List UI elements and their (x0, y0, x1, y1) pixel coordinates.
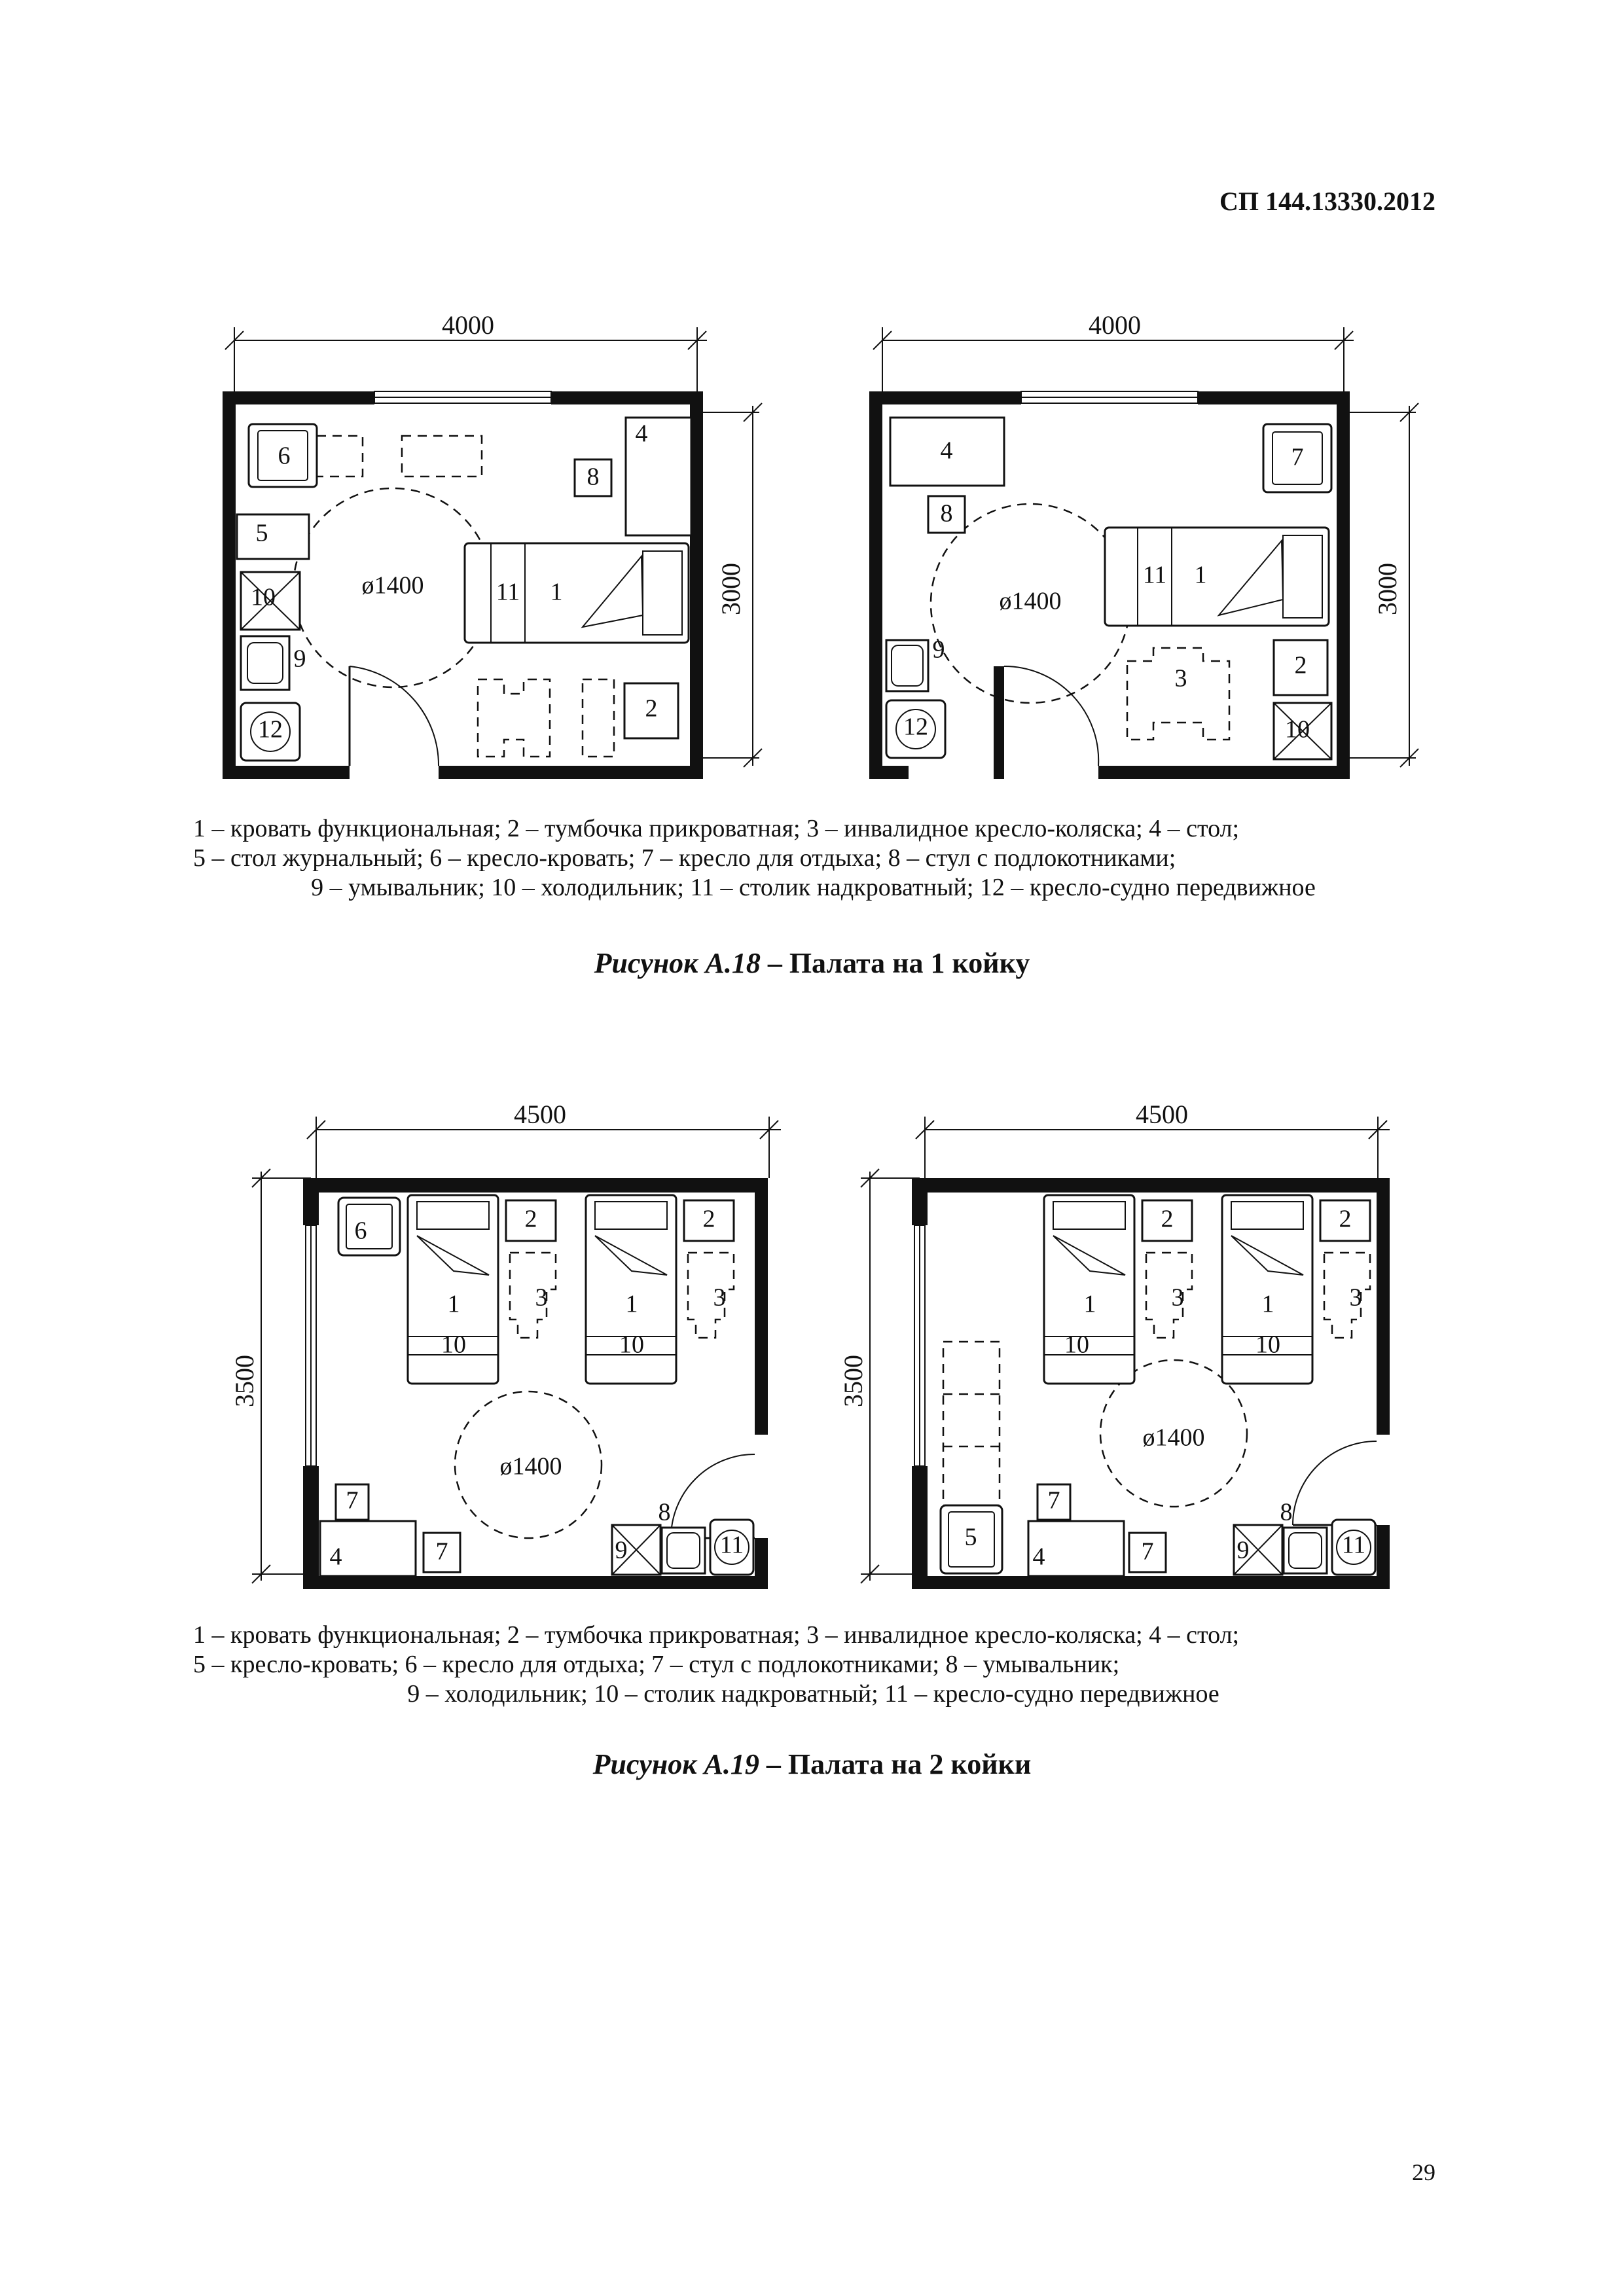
item-2-label: 2 (1161, 1205, 1174, 1233)
item-2-label: 2 (524, 1205, 537, 1233)
item-3-label: 3 (1171, 1283, 1184, 1312)
item-8-label: 8 (1280, 1498, 1293, 1526)
floor-plan-a18-left (216, 308, 753, 779)
width-dimension: 4500 (1136, 1100, 1188, 1129)
item-1-label: 1 (447, 1290, 460, 1318)
item-4-label: 4 (635, 420, 648, 448)
item-8-label: 8 (940, 499, 953, 528)
figure-caption-a18 (0, 946, 1624, 980)
legend-line: 5 – стол журнальный; 6 – кресло-кровать; 7 – кресло для отдыха; 8 – стул с подлокотниками; (193, 844, 1176, 872)
item-8-label: 8 (658, 1498, 671, 1526)
item-1-label: 1 (1261, 1290, 1274, 1318)
item-9-label: 9 (615, 1536, 628, 1564)
page-number: 29 (1412, 2159, 1435, 2185)
legend-line: 1 – кровать функциональная; 2 – тумбочка прикроватная; 3 – инвалидное кресло-коляска; 4 – стол; (193, 815, 1240, 842)
document-code: СП 144.13330.2012 (1219, 187, 1435, 216)
item-1-label: 1 (625, 1290, 638, 1318)
item-2-label: 2 (645, 694, 658, 723)
legend-a19 (193, 1621, 1434, 1709)
floor-plan-a19-right (839, 1093, 1417, 1590)
item-10-label: 10 (441, 1331, 466, 1359)
item-11-label: 11 (719, 1531, 744, 1559)
item-3-label: 3 (535, 1283, 548, 1312)
caption-prefix: Рисунок А.18 (594, 947, 761, 979)
item-9-label: 9 (293, 645, 306, 673)
item-4-label: 4 (1032, 1543, 1045, 1571)
floor-plan-a19-left (230, 1093, 795, 1590)
item-11-label: 11 (1142, 561, 1167, 589)
item-7-label: 7 (435, 1537, 448, 1566)
item-9-label: 9 (932, 636, 945, 664)
item-8-label: 8 (586, 463, 600, 491)
legend-line: 1 – кровать функциональная; 2 – тумбочка прикроватная; 3 – инвалидное кресло-коляска; 4 – стол; (193, 1621, 1240, 1649)
floor-plan-a18-right (863, 308, 1426, 779)
turning-circle-label: ø1400 (361, 571, 424, 600)
item-10-label: 10 (1255, 1331, 1280, 1359)
height-dimension: 3500 (839, 1355, 868, 1407)
item-7-label: 7 (346, 1486, 359, 1515)
item-7-label: 7 (1291, 443, 1304, 471)
item-5-label: 5 (964, 1523, 977, 1551)
figure-caption-a19 (0, 1748, 1624, 1781)
item-3-label: 3 (1174, 664, 1187, 692)
item-1-label: 1 (550, 578, 563, 606)
item-2-label: 2 (1339, 1205, 1352, 1233)
legend-line: 9 – умывальник; 10 – холодильник; 11 – столик надкроватный; 12 – кресло-судно передвижное (311, 874, 1316, 901)
item-9-label: 9 (1236, 1536, 1250, 1564)
item-6-label: 6 (278, 442, 291, 470)
legend-line: 5 – кресло-кровать; 6 – кресло для отдыха; 7 – стул с подлокотниками; 8 – умывальник; (193, 1651, 1120, 1678)
item-5-label: 5 (255, 519, 268, 547)
item-7-label: 7 (1141, 1537, 1154, 1566)
caption-text: – Палата на 1 койку (760, 947, 1030, 979)
item-10-label: 10 (1285, 715, 1310, 744)
item-2-label: 2 (1294, 651, 1307, 679)
item-1-label: 1 (1083, 1290, 1096, 1318)
height-dimension: 3500 (230, 1355, 259, 1407)
item-2-label: 2 (702, 1205, 715, 1233)
height-dimension: 3000 (1373, 563, 1402, 615)
item-10-label: 10 (619, 1331, 644, 1359)
item-3-label: 3 (713, 1283, 726, 1312)
item-1-label: 1 (1194, 561, 1207, 589)
item-10-label: 10 (1064, 1331, 1089, 1359)
turning-circle-label: ø1400 (999, 587, 1062, 615)
item-11-label: 11 (496, 578, 520, 606)
width-dimension: 4500 (514, 1100, 566, 1129)
width-dimension: 4000 (442, 310, 494, 340)
item-12-label: 12 (903, 713, 928, 741)
caption-text: – Палата на 2 койки (759, 1748, 1032, 1780)
legend-a18 (193, 814, 1434, 903)
turning-circle-label: ø1400 (1142, 1424, 1205, 1452)
item-4-label: 4 (940, 437, 953, 465)
turning-circle-label: ø1400 (499, 1452, 562, 1480)
width-dimension: 4000 (1089, 310, 1141, 340)
item-3-label: 3 (1349, 1283, 1362, 1312)
item-4-label: 4 (329, 1543, 342, 1571)
legend-line: 9 – холодильник; 10 – столик надкроватный; 11 – кресло-судно передвижное (407, 1680, 1219, 1708)
item-11-label: 11 (1341, 1531, 1366, 1559)
height-dimension: 3000 (716, 563, 746, 615)
item-10-label: 10 (251, 583, 276, 611)
item-12-label: 12 (258, 715, 283, 744)
item-6-label: 6 (354, 1217, 367, 1245)
item-7-label: 7 (1047, 1486, 1060, 1515)
caption-prefix: Рисунок А.19 (592, 1748, 759, 1780)
